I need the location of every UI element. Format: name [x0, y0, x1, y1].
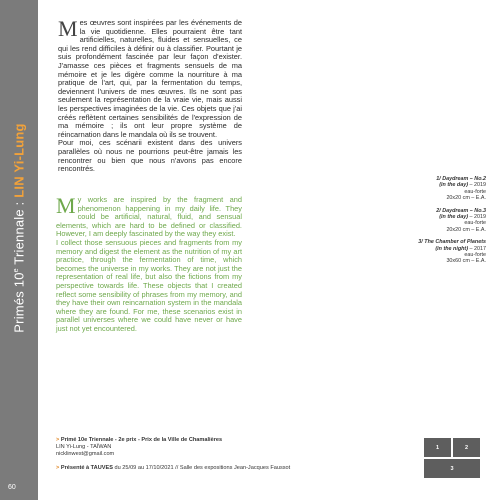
french-paragraph-2: Pour moi, ces scénarii existent dans des univers parallèles où nous ne pourrions peut-être jamais les rencontrer ou bien que nous n'avons pas encore rencontrés.	[58, 138, 242, 174]
email-link[interactable]: nicklinwest@gmail.com	[56, 451, 115, 458]
work-subtitle: (in the night)	[435, 245, 468, 252]
page-number: 60	[8, 484, 16, 491]
footer	[56, 437, 396, 472]
work-title: 2/ Daydream – No.3	[436, 207, 486, 214]
image-index-grid	[424, 438, 480, 478]
english-paragraph-2: I collect those sensuous pieces and fragments from my memory and digest the element as the nutrition of my art practice, through the fermentation of time, which becomes the universe in my works. They are not just the representation of real life, but also the fictions from my perspective towards life. These objects that I created reflect some sensibility of phrases from my memory, and they have their own reincarnation system in the mandala where they are found. For me, these scenarios exist in parallel universes where we could have never or have just not yet encountered.	[56, 237, 242, 333]
sidebar-triennale: Triennale :	[11, 197, 27, 269]
arrow-icon: >	[56, 464, 60, 471]
sidebar-title	[12, 123, 27, 332]
work-title: 3/ The Chamber of Planets	[418, 239, 486, 246]
exhibit-place: Présenté à TAUVES	[59, 464, 113, 471]
english-dropcap: M	[56, 193, 76, 218]
exhibit-dates: du 25/09 au 17/10/2021 // Salle des expositions Jean-Jacques Faussot	[112, 464, 291, 471]
work-size: 20x20 cm – E.A.	[446, 195, 486, 202]
work-year: – 2019	[468, 182, 486, 189]
works-list	[356, 176, 486, 271]
work-medium: eau-forte	[464, 188, 486, 195]
work-medium: eau-forte	[464, 252, 486, 259]
work-item	[356, 208, 486, 234]
english-text	[56, 193, 242, 334]
sidebar-artist: LIN Yi-Lung	[11, 123, 27, 198]
work-subtitle: (in the day)	[439, 214, 468, 221]
work-year: – 2017	[468, 245, 486, 252]
sidebar-superscript: e	[13, 268, 21, 273]
french-dropcap: M	[58, 16, 78, 41]
work-year: – 2019	[468, 214, 486, 221]
work-item	[356, 239, 486, 265]
artist-line: LIN Yi-Lung - TAÏWAN	[56, 444, 112, 451]
work-medium: eau-forte	[464, 220, 486, 227]
english-paragraph-1: y works are inspired by the fragment and phenomenon happening in my daily life. They could be artificial, natural, fluid, and sensual elements, which are hard to be defined or classified. However, I am deeply fascinated by the way they exist.	[56, 195, 242, 239]
grid-cell-3: 3	[424, 459, 480, 478]
french-text	[58, 16, 242, 174]
work-title: 1/ Daydream – No.2	[436, 176, 486, 182]
sidebar-prefix: Primés 10	[11, 272, 27, 333]
work-size: 20x20 cm – E.A.	[446, 226, 486, 233]
french-paragraph-1: es œuvres sont inspirées par les événements de la vie quotidienne. Elles pourraient être tant artificielles, naturelles, fluides et sensuelles, ce qui les rend difficiles à définir ou à classifier. Pourtant je suis profondément fascinée par leur façon d'exister. J'amasse ces pièces et fragments sensuels de ma mémoire et je les digère comme la nourriture à ma pratique de l'art, qui, par la fermentation du temps, deviennent l'univers de mes œuvres. Ils ne sont pas seulement la représentation de la vraie vie, mais aussi les perspectives imaginées de la vie. Ces objets que j'ai créés reflètent certaines sensibilités de l'expression de ma mémoire ; ils ont leur propre système de réincarnation dans le mandala où ils se trouvent.	[58, 18, 242, 139]
work-item	[356, 176, 486, 202]
grid-cell-2: 2	[453, 438, 480, 457]
grid-cell-1: 1	[424, 438, 451, 457]
arrow-icon: >	[56, 437, 60, 443]
prize-line: Primé 10e Triennale - 2e prix - Prix de la Ville de Chamalières	[59, 437, 223, 443]
work-subtitle: (in the day)	[439, 182, 468, 189]
sidebar	[0, 0, 38, 500]
work-size: 30x60 cm – E.A.	[446, 258, 486, 265]
